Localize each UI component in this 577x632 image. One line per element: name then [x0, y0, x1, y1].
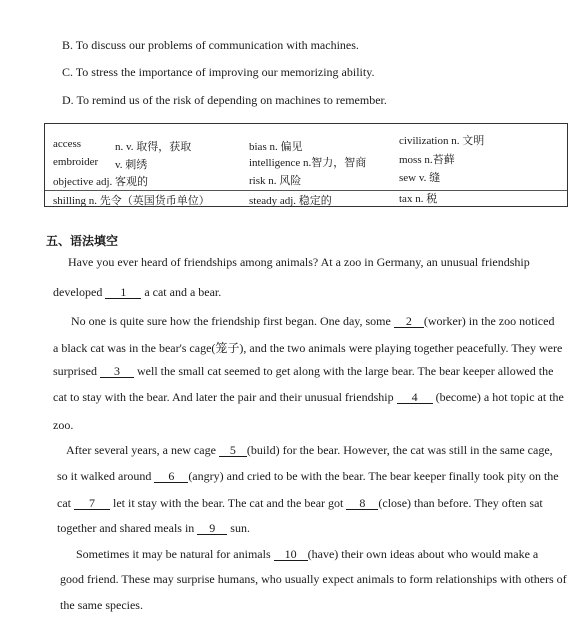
passage-line — [53, 364, 553, 379]
passage-text: sun. — [230, 521, 250, 535]
passage-line — [57, 521, 250, 536]
blank-7[interactable]: 7 — [74, 497, 110, 510]
passage-line — [76, 547, 538, 562]
passage-text: Sometimes it may be natural for animals — [76, 547, 271, 561]
blank-2[interactable]: 2 — [394, 315, 424, 328]
passage-text: (become) a hot topic at the — [435, 390, 564, 404]
section-title: 五、语法填空 — [46, 234, 119, 248]
blank-3[interactable]: 3 — [100, 365, 134, 378]
blank-4[interactable]: 4 — [397, 391, 433, 404]
vocab-entry: intelligence n.智力，智商 — [249, 157, 367, 169]
vocab-word: access — [53, 138, 82, 150]
passage-text: a cat and a bear. — [144, 285, 222, 299]
passage-text: (close) than before. They often sat — [378, 496, 543, 510]
blank-9[interactable]: 9 — [197, 522, 227, 535]
passage-text: (angry) and cried to be with the bear. The bear keeper finally took pity on the — [188, 469, 559, 483]
vocab-entry: civilization n. 文明 — [399, 135, 485, 147]
passage-text: developed — [53, 285, 103, 299]
passage-line — [71, 314, 554, 329]
vocab-meaning: v. 刺绣 — [115, 159, 148, 171]
option-b: B. To discuss our problems of communication with machines. — [62, 38, 359, 52]
option-c: C. To stress the importance of improving our memorizing ability. — [62, 65, 375, 79]
passage-text: cat — [57, 496, 71, 510]
passage-text: let it stay with the bear. The cat and the bear got — [113, 496, 344, 510]
table-divider — [45, 190, 567, 191]
vocab-entry: moss n.苔藓 — [399, 154, 455, 166]
blank-8[interactable]: 8 — [346, 497, 378, 510]
blank-10[interactable]: 10 — [274, 548, 308, 561]
passage-text: good friend. These may surprise humans, who usually expect animals to form relationships with others of — [60, 572, 567, 586]
passage-line — [68, 255, 530, 270]
passage-text: well the small cat seemed to get along with the large bear. The bear keeper allowed the — [137, 364, 554, 378]
passage-text: (build) for the bear. However, the cat was still in the same cage, — [246, 443, 553, 457]
vocab-entry: bias n. 偏见 — [249, 141, 303, 153]
passage-line — [57, 469, 559, 484]
option-d: D. To remind us of the risk of depending on machines to remember. — [62, 93, 387, 107]
vocabulary-box — [44, 123, 568, 207]
passage-text: together and shared meals in — [57, 521, 195, 535]
blank-5[interactable]: 5 — [219, 444, 247, 457]
passage-text: After several years, a new cage — [66, 443, 216, 457]
passage-line — [53, 339, 562, 356]
vocab-entry: shilling n. 先令（英国货币单位） — [53, 195, 210, 207]
passage-line — [60, 572, 567, 587]
vocab-entry: steady adj. 稳定的 — [249, 195, 332, 207]
passage-text: the same species. — [60, 598, 143, 612]
vocab-entry: tax n. 税 — [399, 193, 438, 205]
passage-text: zoo. — [53, 418, 74, 432]
blank-1[interactable]: 1 — [105, 286, 141, 299]
passage-text: (worker) in the zoo noticed — [423, 314, 555, 328]
passage-text: a black cat was in the bear's cage(笼子), and the two animals were playing together peacefully. They were — [53, 341, 563, 355]
passage-text: (have) their own ideas about who would make a — [307, 547, 539, 561]
blank-6[interactable]: 6 — [154, 470, 188, 483]
vocab-entry: sew v. 缝 — [399, 172, 441, 184]
passage-text: cat to stay with the bear. And later the pair and their unusual friendship — [53, 390, 394, 404]
vocab-entry: objective adj. 客观的 — [53, 176, 149, 188]
vocab-word: embroider — [53, 156, 99, 168]
passage-line — [53, 390, 564, 405]
passage-text: so it walked around — [57, 469, 152, 483]
vocab-entry: risk n. 风险 — [249, 175, 302, 187]
passage-text: surprised — [53, 364, 97, 378]
vocab-meaning: n. v. 取得，获取 — [115, 141, 192, 153]
passage-line — [66, 443, 553, 458]
passage-line — [57, 496, 543, 511]
passage-line — [53, 418, 73, 433]
passage-line — [60, 598, 143, 613]
passage-text: No one is quite sure how the friendship first began. One day, some — [71, 314, 391, 328]
passage-text: Have you ever heard of friendships among animals? At a zoo in Germany, an unusual friendship — [68, 255, 530, 269]
passage-line — [53, 285, 221, 300]
